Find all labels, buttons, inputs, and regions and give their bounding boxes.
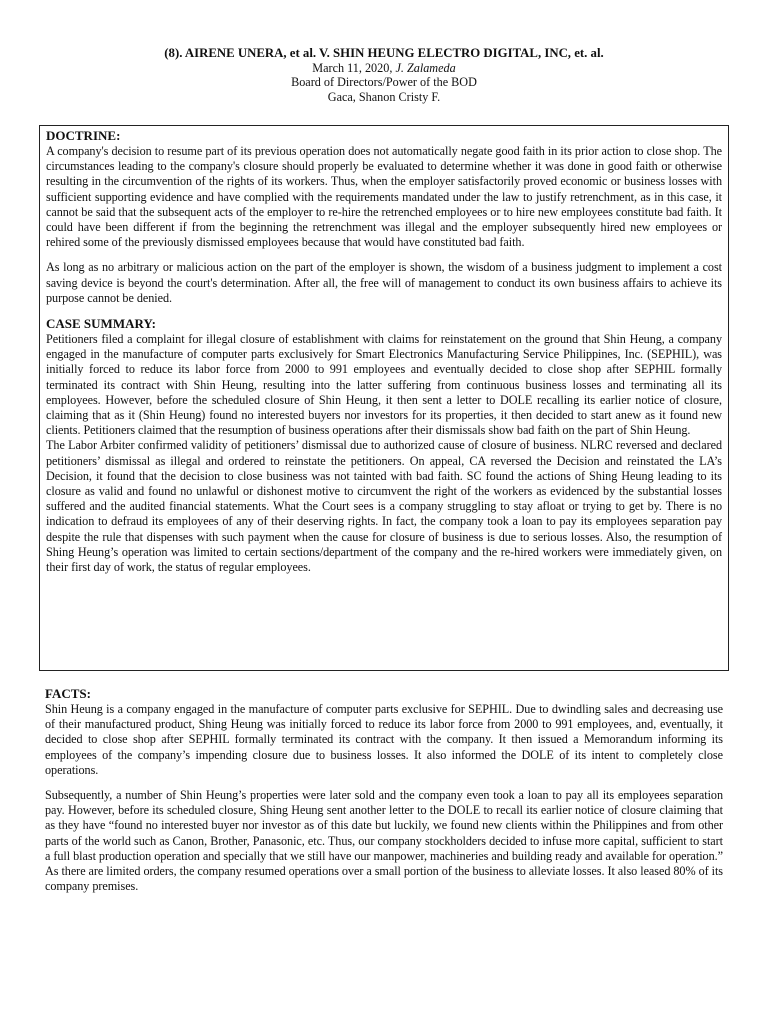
case-summary-paragraph-2: The Labor Arbiter confirmed validity of petitioners’ dismissal due to authorized cause of closure of business. NLRC reversed and declared petitioners’ dismissal as illegal and ordered to reinstate the petitioners. On appeal, CA reversed the Decision and reinstated the LA’s Decision, it found that the decision to close business was not tainted with bad faith. SC found the actions of Shing Heung leading to its closure as valid and found no unlawful or dishonest motive to circumvent the right of the workers as evidenced by the substantial losses suffered and the audited financial statements. What the Court sees is a company struggling to stay afloat or trying to get by. There is no indication to defraud its employees of any of their deserving rights. In fact, the company took a loan to pay its employees separation pay despite the rule that dispenses with such payment when the cause for closure of business is due to serious losses. Also, the resumption of Shing Heung’s operation was limited to certain sections/department of the company and the re-hired workers were immediately given, on their first day of work, the status of regular employees.	[46, 438, 722, 575]
case-header	[0, 46, 768, 104]
doctrine-heading: DOCTRINE:	[46, 128, 121, 143]
case-summary-heading: CASE SUMMARY:	[46, 316, 156, 332]
case-title: (8). AIRENE UNERA, et al. V. SHIN HEUNG ELECTRO DIGITAL, INC, et. al.	[164, 46, 604, 60]
facts-heading: FACTS:	[45, 686, 91, 701]
digest-author: Gaca, Shanon Cristy F.	[327, 89, 441, 104]
case-summary-paragraph-1: Petitioners filed a complaint for illegal closure of establishment with claims for reinstatement on the ground that Shin Heung, a company engaged in the manufacture of computer parts exclusively for Smart Electronics Manufacturing Service Philippines, Inc. (SEPHIL), was initially forced to reduce its labor force from 2000 to 991 employees and eventually decided to close shop after SEPHIL formally terminated its contract with Shin Heung, resulting into the latter suffering from continuous business losses and terminating all its employees. However, before the scheduled closure of Shin Heung, it then sent a letter to DOLE recalling its earlier notice of closure, claiming that as it (Shin Heung) found no interested buyers nor investors for its properties, it then decided to start anew as it found new clients. Petitioners claimed that the resumption of business operations after their dismissals show bad faith on the part of Shin Heung.	[46, 332, 722, 438]
doctrine-summary-box	[39, 125, 729, 671]
decision-date-line	[0, 61, 768, 76]
doctrine-paragraph-1: A company's decision to resume part of its previous operation does not automatically negate good faith in its prior action to close shop. The circumstances leading to the company's closure should properly be evaluated to determine whether it was done in good faith or otherwise resulting in the circumvention of the rights of its workers. Thus, when the employer satisfactorily proved economic or business losses with sufficient supporting evidence and have complied with the requirements mandated under the law to justify retrenchment, as in this case, it cannot be said that the subsequent acts of the employer to re-hire the retrenched employees or to hire new employees constitute bad faith. It could have been different if from the beginning the retrenchment was illegal and the employer subsequently hired new employees or rehired some of the previously dismissed employees because that would have constituted bad faith.	[46, 144, 722, 250]
case-topic: Board of Directors/Power of the BOD	[291, 75, 477, 90]
decision-date: March 11, 2020,	[312, 60, 393, 75]
facts-paragraph-1: Shin Heung is a company engaged in the manufacture of computer parts exclusive for SEPHIL. Due to dwindling sales and decreasing use of their manufactured product, Shing Heung was initially forced to reduce its labor force from 2000 to 991 employees, and, eventually, it decided to close shop after SEPHIL formally terminated its contract with the company. It then issued a Memorandum informing its employees of the company’s impending closure due to business losses. It also informed the DOLE of its intent to completely close operations.	[45, 702, 723, 777]
facts-section	[45, 686, 723, 894]
doctrine-paragraph-2: As long as no arbitrary or malicious action on the part of the employer is shown, the wisdom of a business judgment to implement a cost saving device is beyond the court's determination. After all, the free will of management to conduct its own business affairs to achieve its purpose cannot be denied.	[46, 260, 722, 305]
facts-paragraph-2: Subsequently, a number of Shin Heung’s properties were later sold and the company even took a loan to pay all its employees separation pay. However, before its scheduled closure, Shing Heung sent another letter to the DOLE to recall its earlier notice of closure claiming that as they have “found no interested buyer nor investor as of this date but luckily, we found new clients within the Philippines and from other parts of the world such as Canon, Brother, Panasonic, etc. Thus, our company stockholders decided to infuse more capital, sufficient to start a full blast production operation and specially that we still have our manpower, machineries and building ready and available for operation.” As there are limited orders, the company resumed operations over a small portion of the business to alleviate losses. It also leased 80% of its company premises.	[45, 788, 723, 894]
ponente: J. Zalameda	[395, 60, 456, 75]
